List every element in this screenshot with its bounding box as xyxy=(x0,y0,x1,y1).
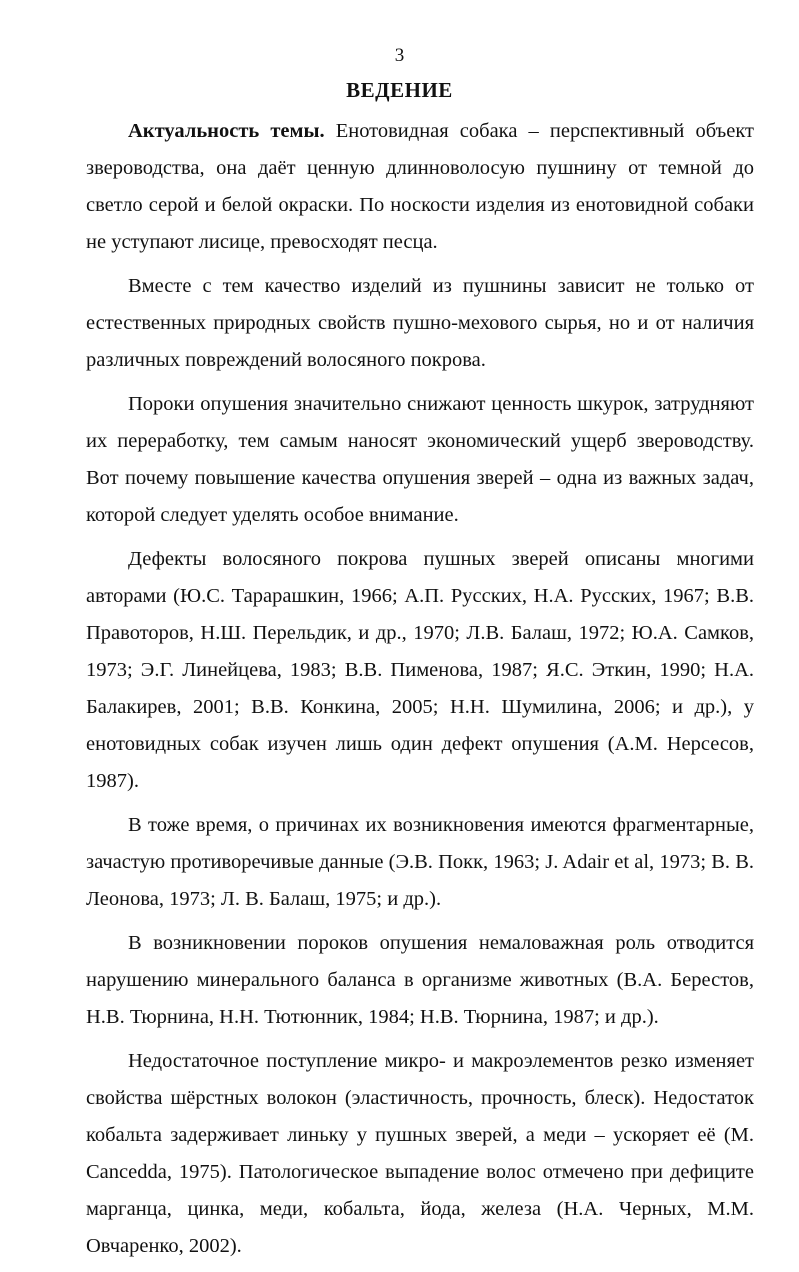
paragraph: Пороки опушения значительно снижают ценность шкурок, затрудняют их переработку, тем самым наносят экономический ущерб звероводству. Вот почему повышение качества опушения зверей – одна из важных задач, которой следует уделять особое внимание. xyxy=(86,393,754,526)
paragraph: В тоже время, о причинах их возникновения имеются фрагментарные, зачастую противоречивые данные (Э.В. Покк, 1963; J. Adair et al, 1973; В. В. Леонова, 1973; Л. В. Балаш, 1975; и др.). xyxy=(86,814,754,910)
paragraph-relevance xyxy=(86,113,754,261)
paragraph: Вместе с тем качество изделий из пушнины зависит не только от естественных природных свойств пушно-мехового сырья, но и от наличия различных повреждений волосяного покрова. xyxy=(86,275,754,371)
page-number: 3 xyxy=(394,45,405,66)
paragraph: В возникновении пороков опушения немаловажная роль отводится нарушению минерального баланса в организме животных (В.А. Берестов, Н.В. Тюрнина, Н.Н. Тютюнник, 1984; Н.В. Тюрнина, 1987; и др.). xyxy=(86,932,754,1028)
paragraph: Недостаточное поступление микро- и макроэлементов резко изменяет свойства шёрстных волокон (эластичность, прочность, блеск). Недостаток кобальта задерживает линьку у пушных зверей, а меди – ускоряет её (M. Cancedda, 1975). Патологическое выпадение волос отмечено при дефиците марганца, цинка, меди, кобальта, йода, железа (Н.А. Черных, М.М. Овчаренко, 2002). xyxy=(86,1050,754,1257)
paragraph-lead: Актуальность темы. xyxy=(128,120,325,142)
paragraph: Дефекты волосяного покрова пушных зверей описаны многими авторами (Ю.С. Тарарашкин, 1966; А.П. Русских, Н.А. Русских, 1967; В.В. Правоторов, Н.Ш. Перельдик, и др., 1970; Л.В. Балаш, 1972; Ю.А. Самков, 1973; Э.Г. Линейцева, 1983; В.В. Пименова, 1987; Я.С. Эткин, 1990; Н.А. Балакирев, 2001; В.В. Конкина, 2005; Н.Н. Шумилина, 2006; и др.), у енотовидных собак изучен лишь один дефект опушения (А.М. Нерсесов, 1987). xyxy=(86,548,754,792)
paragraph-text: Енотовидная собака – перспективный объект звероводства, она даёт ценную длинноволосую пушнину от темной до светло серой и белой окраски. По носкости изделия из енотовидной собаки не уступают лисице, превосходят песца. xyxy=(86,120,754,253)
document-body xyxy=(86,113,754,1272)
page-title: ВЕДЕНИЕ xyxy=(346,78,453,102)
